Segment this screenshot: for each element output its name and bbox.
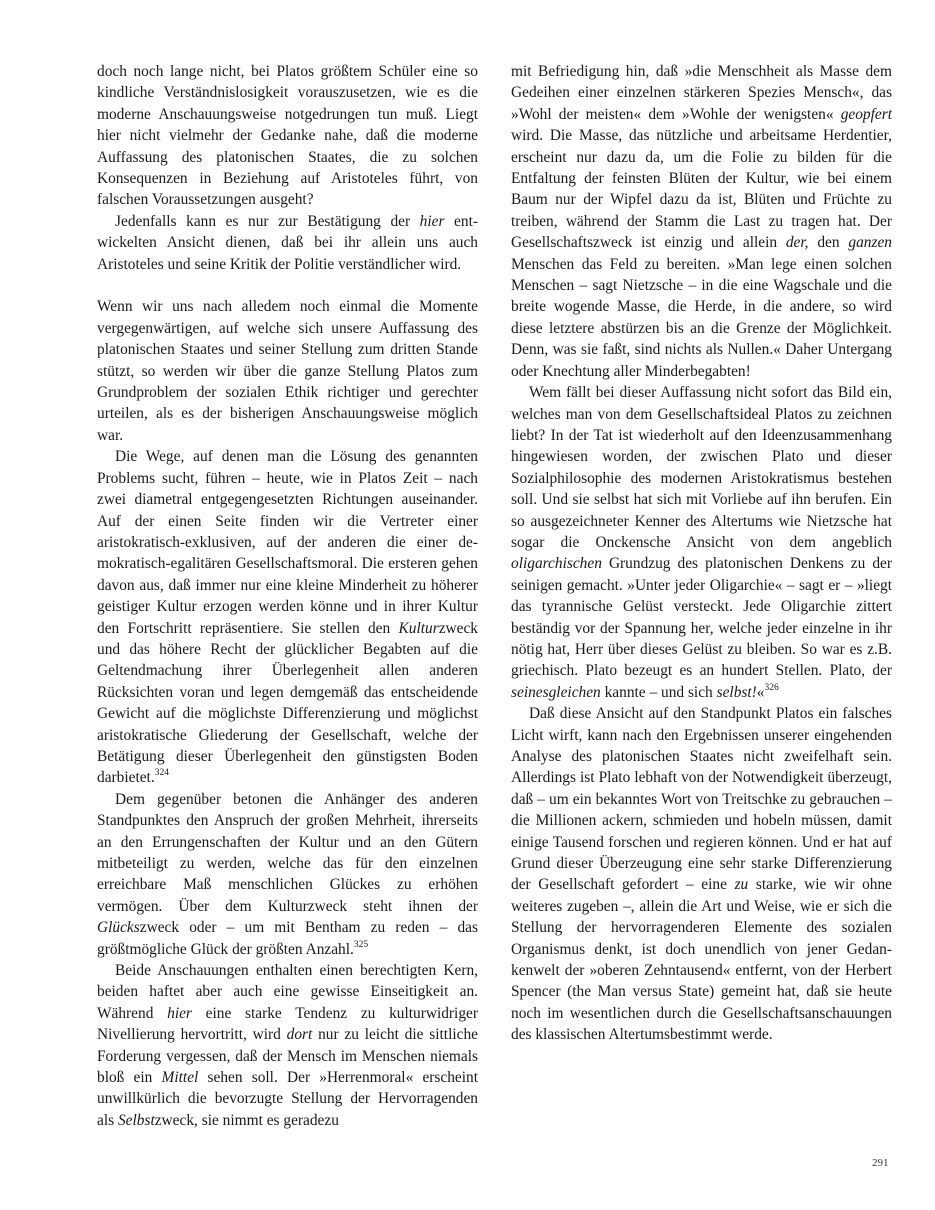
text-run: starke, wie wir ohne weiteres zugeben –, allein die Art und Weise, wie er sich die Stellung der hervorragenderen Elemente des sozialen Organismus denkt, ist doch unendlich von jener Gedankenwelt der »oberen Zehntausend« entfernt, von der Herbert Spencer (the Man versus State) gemeint hat, daß sie heute noch im wesentlichen durch die Gesellschaftsanschauungen des klassischen Altertumsbestimmt werde. xyxy=(511,876,892,1044)
left-text-column xyxy=(97,61,478,1131)
text-run: eine starke Tendenz zu kulturwidriger Nivellierung hervortritt, wird xyxy=(97,1004,478,1044)
text-run: Wenn wir uns nach alledem noch einmal die Momente vergegenwärtigen, auf welche sich unsere Auffassung des platonischen Staates und seiner Stellung zum dritten Stande stützt, so werden wir über die ganze Stellung Platos zum Grundproblem der sozialen Ethik richtiger und gerechter urteilen, als es der bisherigen Anschauungsweise möglich war. xyxy=(97,298,478,444)
text-run: Jedenfalls kann es nur zur Bestätigung der xyxy=(115,212,420,230)
emphasis-text: ganzen xyxy=(848,234,892,252)
paragraph xyxy=(511,382,892,703)
text-run: « xyxy=(756,683,765,701)
emphasis-text: seinesgleichen xyxy=(511,683,601,701)
text-run: zweck oder – um mit Bentham zu reden – das größtmögliche Glück der größten Anzahl. xyxy=(97,919,478,958)
text-run: doch noch lange nicht, bei Platos größtem Schüler eine so kindliche Verständnislosigkeit vorauszusetzen, wie es die moderne Anschauungsweise notgedrungen tun muß. Liegt hier nicht vielmehr der Gedanke nahe, daß die moderne Auffassung des platonischen Staates, die zu solchen Konsequenzen in Beziehung auf Aristoteles führt, von falschen Voraussetzungen ausgeht? xyxy=(97,63,478,209)
text-run: zweck und das höhere Recht der glücklicher Begabten auf die Geltendmachung ihrer Überlegenheit allen anderen Rücksichten voran und legen demgemäß das entscheidende Gewicht auf die möglichste Differenzierung und möglichst aristokratische Gliederung der Gesellschaft, welche der Betätigung dieser Überlegenheit den günstigsten Boden darbietet. xyxy=(97,619,478,787)
text-run: entwickelten Ansicht dienen, daß bei ihr allein uns auch Aristoteles und seine Kritik der Politie verständlicher wird. xyxy=(97,212,478,273)
paragraph xyxy=(97,960,478,1131)
text-run: Dem gegenüber betonen die Anhänger des anderen Standpunktes den Anspruch der großen Mehrheit, ihrerseits an den Errungenschaften der Kultur und an den Gütern mitbeteiligt zu werden, welche das für den einzelnen erreichbare Maß menschlichen Glückes zu erhöhen vermögen. Über dem Kulturzweck steht ihnen der xyxy=(97,790,478,915)
emphasis-text: Selbst xyxy=(117,1111,155,1129)
text-run: Grundzug des platonischen Denkens zu der seinigen gemacht. »Unter jeder Oligarchie« – sagt er – »liegt das tyrannische Gelüst versteckt. Jede Oligarchie zittert beständig vor der Spannung her, welche jeder einzelne in ihr nötig hat, Herr über dieses Gelüst zu bleiben. So war es z.B. griechisch. Plato bezeugt es an hundert Stellen. Plato, der xyxy=(511,555,892,680)
emphasis-text: hier xyxy=(419,212,445,230)
paragraph xyxy=(97,789,478,960)
text-run: sehen soll. Der »Herrenmoral« erscheint unwillkürlich die bevorzugte Stellung der Hervorragenden als xyxy=(97,1069,478,1129)
emphasis-text: der, xyxy=(785,234,809,252)
text-run: Die Wege, auf denen man die Lösung des genannten Problems sucht, führen – heute, wie in Platos Zeit – nach zwei diametral entgegengesetzten Richtungen auseinander. Auf der einen Seite finden wir die Vertreter einer aristokratisch-exklusiven, auf der anderen die einer demokratisch-egalitären Gesellschaftsmoral. Die ersteren gehen davon aus, daß immer nur eine kleine Minderheit zu höherer geistiger Kultur erzogen werden könne und in ihrer Kultur den Fortschritt repräsentiere. Sie stellen den xyxy=(97,448,478,637)
section-break xyxy=(97,275,478,296)
text-run: kannte – und sich xyxy=(600,683,717,701)
paragraph xyxy=(97,446,478,789)
emphasis-text: geopfert xyxy=(840,105,892,123)
text-run: Beide Anschauungen enthalten einen berechtigten Kern, beiden haftet aber auch eine gewisse Einseitigkeit an. Während xyxy=(97,962,478,1022)
emphasis-text: Glücks xyxy=(97,919,140,937)
emphasis-text: Kultur xyxy=(398,619,439,637)
paragraph xyxy=(97,211,478,275)
text-run: mit Befriedigung hin, daß »die Menschheit als Masse dem Gedeihen einer einzelnen stärkeren Spezies Mensch«, das »Wohl der meisten« dem »Wohle der wenigsten« xyxy=(511,63,892,123)
text-run: wird. Die Masse, das nützliche und arbeitsame Herdentier, erscheint nur dazu da, um die Folie zu bilden für die Entfaltung der feinsten Blüten der Kultur, wie bei einem Baum nur der Wipfel dazu da ist, Blüten und Früchte zu treiben, während der Stamm die Last zu tragen hat. Der Gesellschaftszweck ist einzig und allein xyxy=(511,127,892,252)
emphasis-text: Mittel xyxy=(161,1069,199,1087)
text-run: den xyxy=(808,234,849,252)
emphasis-text: selbst! xyxy=(716,683,757,701)
text-run: zweck, sie nimmt es geradezu xyxy=(154,1111,339,1129)
paragraph xyxy=(511,703,892,1046)
text-run: nur zu leicht die sittliche Forderung vergessen, daß der Mensch im Menschen niemals bloß ein xyxy=(97,1026,478,1087)
page-number: 291 xyxy=(872,1157,889,1169)
emphasis-text: zu xyxy=(734,876,749,894)
footnote-marker: 324 xyxy=(154,768,169,779)
paragraph xyxy=(97,61,478,211)
emphasis-text: dort xyxy=(286,1026,313,1044)
text-run: Daß diese Ansicht auf den Standpunkt Platos ein falsches Licht wirft, kann nach den Ergebnissen unserer eingehenden Analyse des platonischen Staates nicht zweifelhaft sein. Allerdings ist Plato lebhaft von der Notwendigkeit überzeugt, daß – um ein bekanntes Wort von Treitschke zu gebrauchen – die Millionen ackern, schmieden und hobeln müssen, damit einige Tausend forschen und regieren können. Und er hat auf Grund dieser Überzeugung eine sehr starke Differenzierung der Gesellschaft gefordert – eine xyxy=(511,705,892,894)
paragraph xyxy=(511,61,892,382)
footnote-marker: 325 xyxy=(353,939,369,950)
emphasis-text: hier xyxy=(167,1004,192,1022)
right-text-column xyxy=(511,61,892,1046)
text-run: Menschen das Feld zu bereiten. »Man lege einen solchen Menschen – sagt Nietzsche – in die eine Wagschale und die breite wogende Masse, die Herde, in die andere, so wird diese letztere abstürzen bis an die Grenze der Möglichkeit. Denn, was sie faßt, sind nichts als Nullen.« Daher Untergang oder Knechtung aller Minderbegabten! xyxy=(511,255,892,380)
emphasis-text: oligarchischen xyxy=(511,555,602,573)
footnote-marker: 326 xyxy=(764,682,779,693)
paragraph xyxy=(97,296,478,446)
text-run: Wem fällt bei dieser Auffassung nicht sofort das Bild ein, welches man von dem Gesellschaftsideal Platos zu zeichnen liebt? In der Tat ist wiederholt auf den Ideenzusammenhang hingewiesen worden, der zwischen Plato und dieser Sozialphilosophie des modernen Aristokratismus bestehen soll. Und sie selbst hat sich mit Vorliebe auf ihn berufen. Ein so ausgezeichneter Kenner des Altertums wie Nietzsche hat sogar die Onckensche Ansicht von dem angeblich xyxy=(511,384,892,551)
